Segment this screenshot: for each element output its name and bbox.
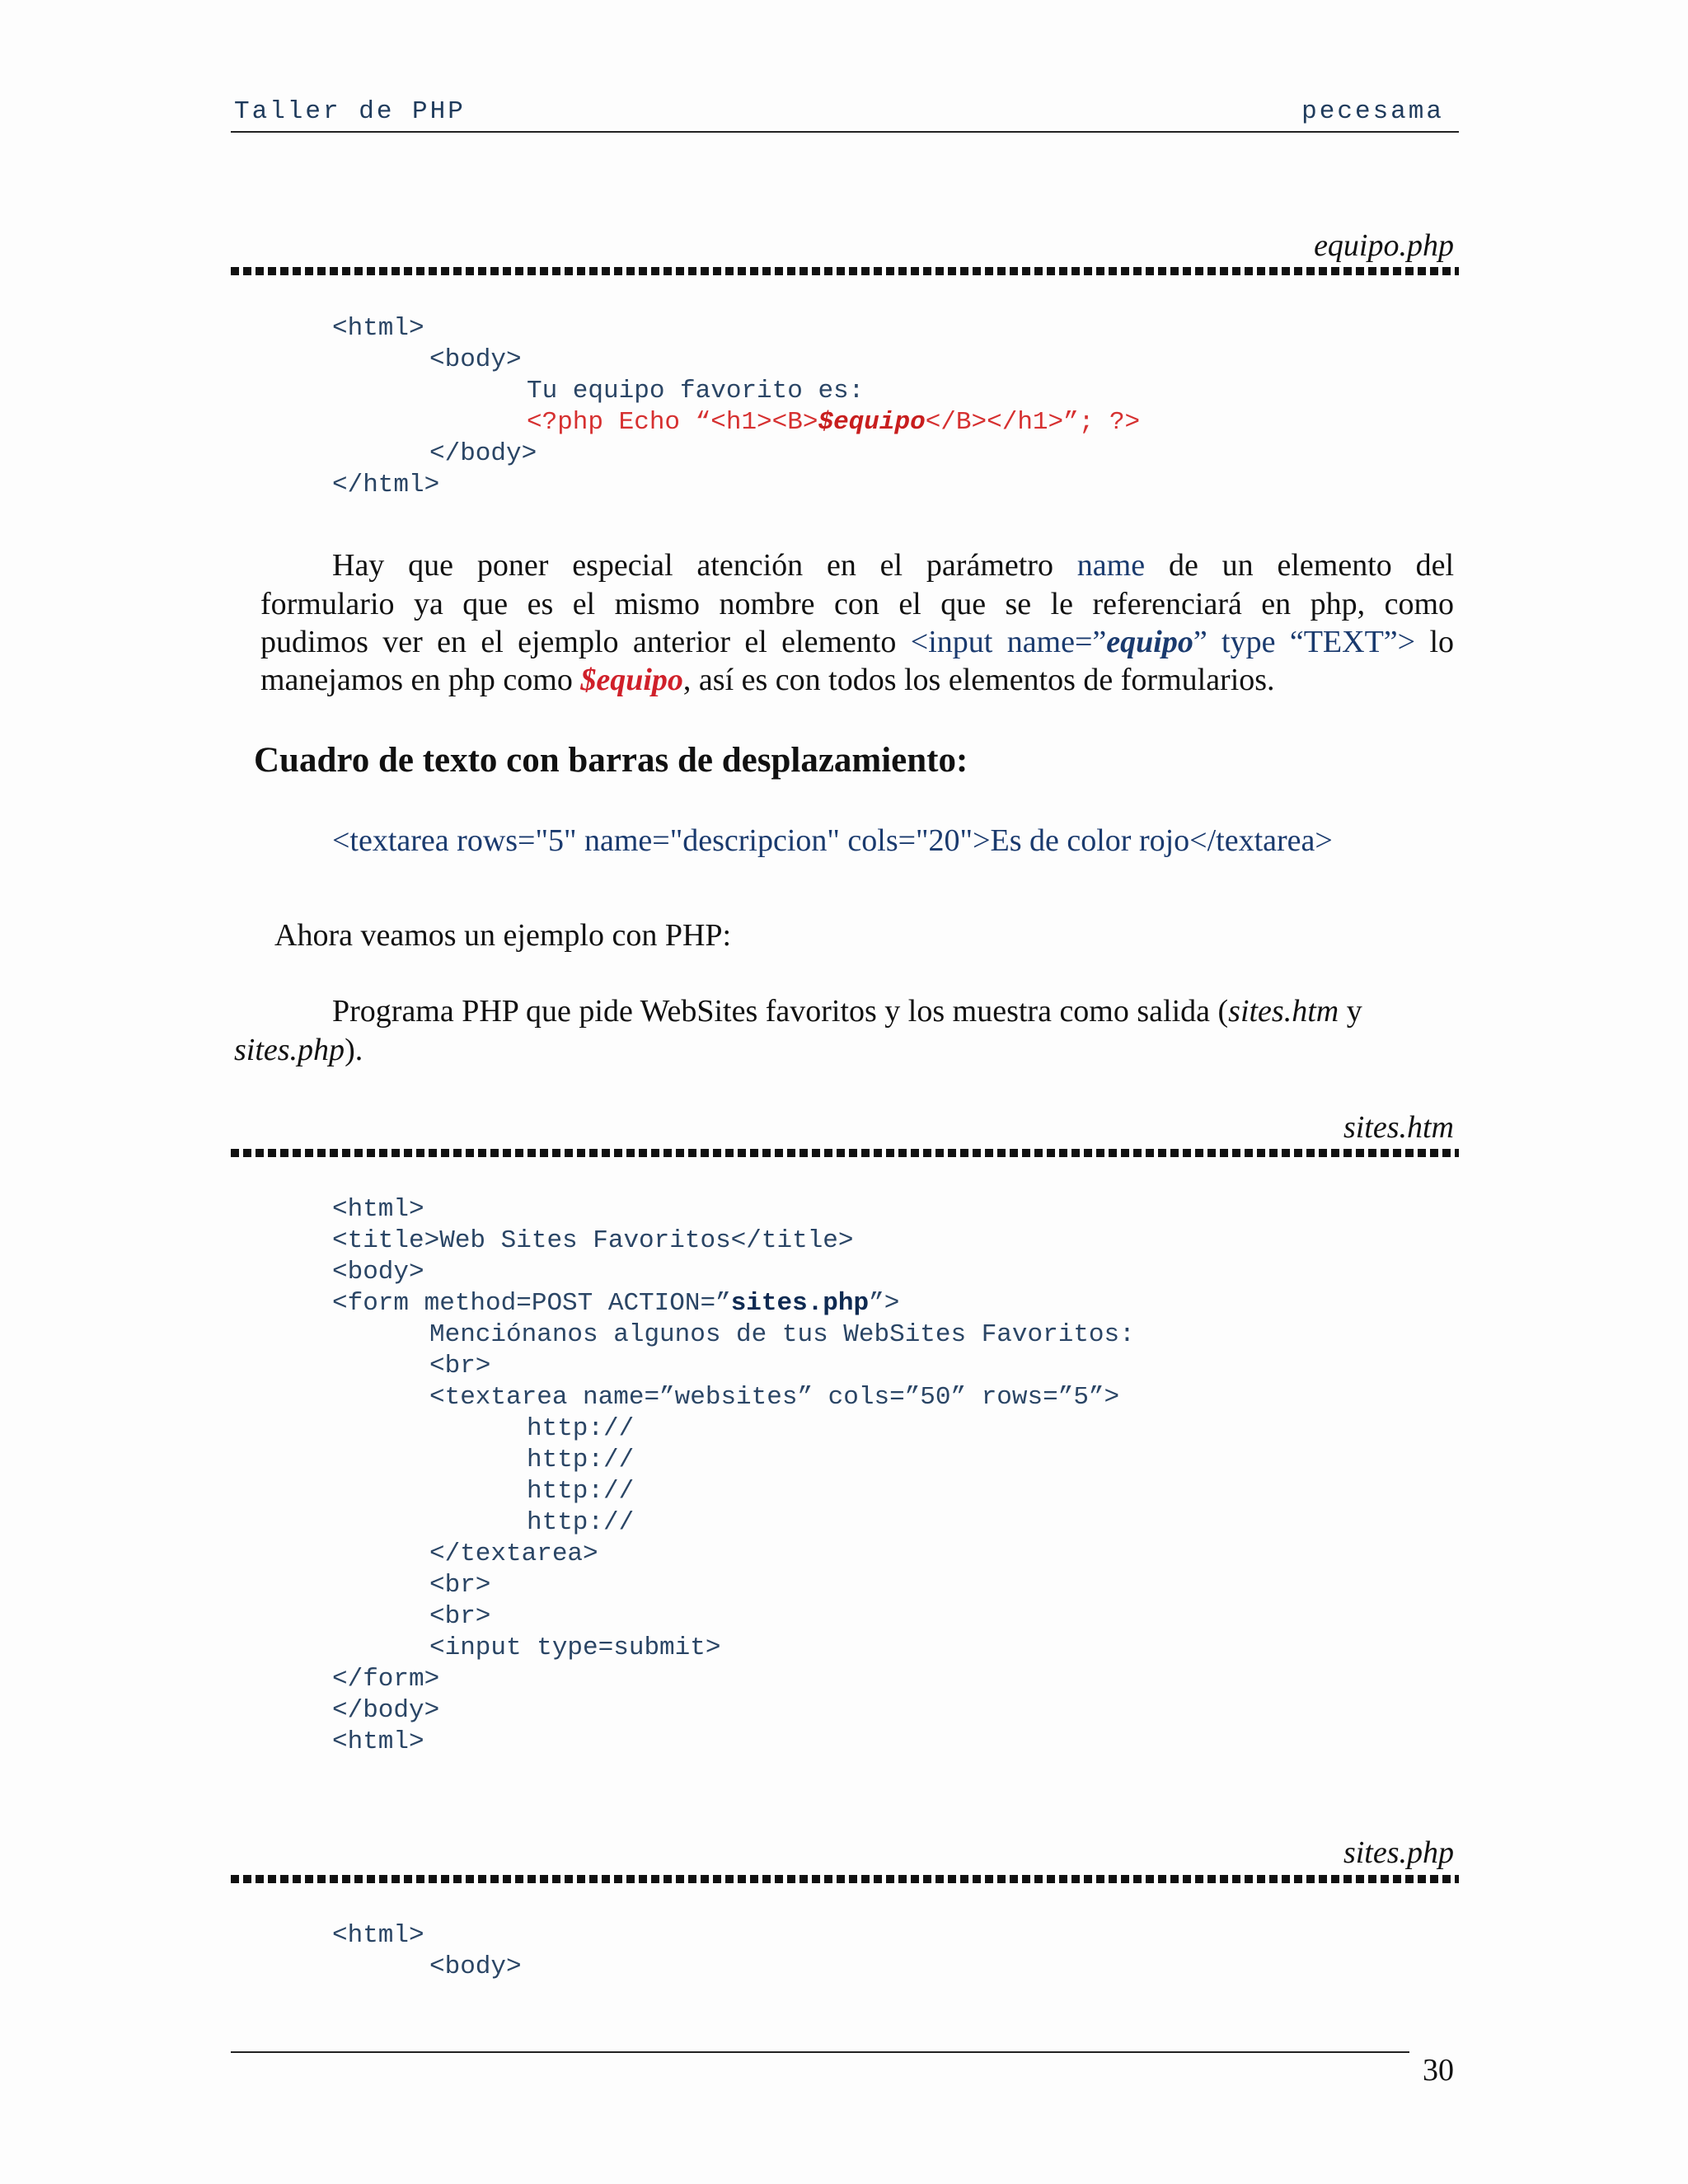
intro-text: Ahora veamos un ejemplo con PHP: xyxy=(274,918,732,953)
text: ). xyxy=(345,1033,363,1067)
dashed-separator xyxy=(231,267,1459,275)
code-line xyxy=(332,1288,899,1319)
code-line: <input type=submit> xyxy=(429,1633,721,1662)
text: pudimos ver en el ejemplo anterior el elemento xyxy=(260,625,897,659)
code-line: <body> xyxy=(429,1952,522,1981)
code-line: <html> xyxy=(332,1195,424,1224)
text: de un elemento del xyxy=(1168,548,1455,583)
text: ” type “TEXT”> xyxy=(1193,625,1416,659)
code-line: <textarea name=”websites” cols=”50” rows=”5”> xyxy=(429,1383,1120,1412)
page-number: 30 xyxy=(1423,2053,1454,2088)
header-title: Taller de PHP xyxy=(234,97,466,126)
text-file-htm: sites.htm xyxy=(1228,994,1339,1029)
file-label-equipo: equipo.php xyxy=(1314,228,1454,263)
code-line: <br> xyxy=(429,1352,491,1380)
code-php-close: </B></h1>”; ?> xyxy=(925,408,1141,437)
code-variable: $equipo xyxy=(818,408,926,437)
code-line: </form> xyxy=(332,1665,440,1694)
code-line: </body> xyxy=(429,439,537,468)
code-line: Tu equipo favorito es: xyxy=(527,377,865,405)
text: <input name=” xyxy=(910,625,1107,659)
code-line: http:// xyxy=(527,1446,635,1474)
code-line: </body> xyxy=(332,1696,440,1725)
code-line: </textarea> xyxy=(429,1540,598,1568)
code-line xyxy=(527,407,1140,438)
code-line: Menciónanos algunos de tus WebSites Favoritos: xyxy=(429,1320,1135,1349)
paragraph-line xyxy=(332,547,1454,583)
text-input-tag xyxy=(911,625,1415,659)
text: Programa PHP que pide WebSites favoritos y los muestra como salida ( xyxy=(332,994,1229,1029)
code-line: <body> xyxy=(332,1258,424,1286)
text: y xyxy=(1339,994,1362,1029)
text-name-keyword: name xyxy=(1076,548,1146,583)
file-label-sites-htm: sites.htm xyxy=(1343,1110,1454,1145)
code-line: <br> xyxy=(429,1571,491,1600)
dashed-separator xyxy=(231,1875,1459,1883)
text-file-php: sites.php xyxy=(234,1033,345,1067)
header-author: pecesama xyxy=(1301,97,1444,126)
code-php-open: <?php Echo “<h1><B> xyxy=(527,408,818,437)
text: ”> xyxy=(869,1289,900,1318)
code-line: http:// xyxy=(527,1414,635,1443)
code-line: <html> xyxy=(332,314,424,343)
text-variable-equipo: $equipo xyxy=(580,663,683,697)
text: lo xyxy=(1429,625,1454,659)
text: , así es con todos los elementos de formularios. xyxy=(682,663,1275,697)
code-line: </html> xyxy=(332,471,440,499)
code-line: <title>Web Sites Favoritos</title> xyxy=(332,1226,854,1255)
code-line: <html> xyxy=(332,1727,424,1756)
text-equipo: equipo xyxy=(1106,625,1193,659)
code-line: <br> xyxy=(429,1602,491,1631)
paragraph-line xyxy=(332,993,1362,1029)
text: manejamos en php como xyxy=(260,663,573,697)
code-action-file: sites.php xyxy=(730,1289,870,1318)
text: <form method=POST ACTION=” xyxy=(332,1289,731,1318)
paragraph-line xyxy=(260,624,1454,660)
dashed-separator xyxy=(231,1149,1459,1157)
footer-rule xyxy=(231,2051,1409,2053)
header-rule xyxy=(231,131,1459,133)
file-label-sites-php: sites.php xyxy=(1343,1835,1454,1870)
code-line: <html> xyxy=(332,1921,424,1950)
code-line: http:// xyxy=(527,1477,635,1506)
code-line: <body> xyxy=(429,345,522,374)
text: Hay que poner especial atención en el parámetro xyxy=(332,548,1053,583)
paragraph-line xyxy=(260,662,1275,698)
textarea-example: <textarea rows="5" name="descripcion" cols="20">Es de color rojo</textarea> xyxy=(332,823,1333,858)
paragraph-line: formulario ya que es el mismo nombre con el que se le referenciará en php, como xyxy=(260,587,1454,621)
section-title: Cuadro de texto con barras de desplazamiento: xyxy=(254,741,968,780)
paragraph-line xyxy=(234,1032,363,1068)
code-line: http:// xyxy=(527,1508,635,1537)
